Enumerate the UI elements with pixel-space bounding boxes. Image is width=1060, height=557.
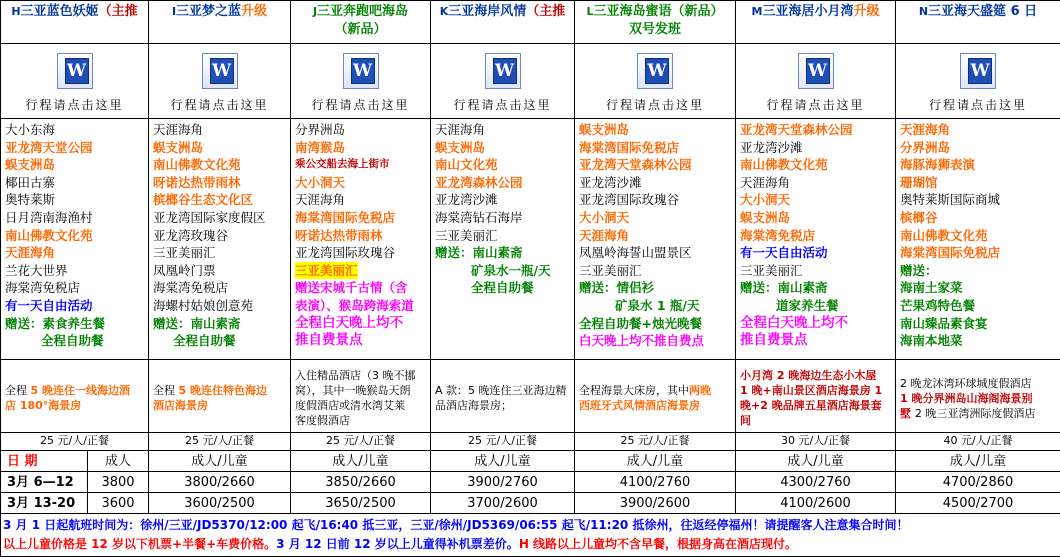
hotel-line (5, 398, 145, 413)
sight-item: 三亚美丽汇 (740, 262, 892, 280)
hotel-line (295, 413, 427, 428)
hotel-info-m (736, 360, 896, 433)
sight-item: 赠送：南山素斋 (435, 244, 571, 262)
hotel-run: 窝），其中一晚猴岛天朗 (295, 384, 411, 397)
sight-item: 芒果鸡特色餐 (900, 297, 1057, 315)
sight-item: 矿泉水 1 瓶/天 (579, 297, 732, 315)
sight-item: 海棠湾免税店 (5, 279, 145, 297)
hotel-line (5, 383, 145, 398)
hotel-line (295, 383, 427, 398)
sight-item: 凤凰岭海誓山盟景区 (579, 244, 732, 262)
hotel-line (295, 398, 427, 413)
itinerary-link-label[interactable]: 行程请点击这里 (1, 96, 148, 113)
header-run: 三亚海岛蜜语（新品） (594, 4, 724, 19)
price-cell: 4700/2860 (896, 472, 1060, 493)
sight-item: 赠送：素食养生餐 (5, 315, 145, 333)
sight-item: 亚龙湾天堂森林公园 (579, 156, 732, 174)
date-range: 3月 6—12 (1, 472, 88, 493)
header-run: （主推 (526, 4, 565, 19)
child-price-notice (3, 535, 1059, 554)
meal-fee: 40 元/人/正餐 (896, 433, 1060, 451)
sight-item: 海棠湾免税店 (740, 227, 892, 245)
sight-item: 有一天自由活动 (5, 297, 145, 315)
price-col-header: 成人/儿童 (896, 451, 1060, 472)
sight-item: 亚龙湾天堂森林公园 (740, 121, 892, 139)
header-run: H (11, 5, 20, 18)
route-header-text (149, 3, 290, 21)
header-run: M (752, 5, 763, 18)
sight-item: 呀诺达热带雨林 (153, 174, 287, 192)
sights-list-n (896, 119, 1060, 360)
sights-list-m (736, 119, 896, 360)
hotel-run: 2 晚龙沐湾环球城度假酒店 (900, 377, 1032, 390)
sight-item: 赠送：南山素斋 (153, 315, 287, 333)
h-route-child-rule: H 线路以上儿童均不含早餐，根据身高在酒店现付。 (519, 537, 797, 551)
sight-item: 天涯海角 (435, 121, 571, 139)
hotel-line (153, 383, 287, 398)
sight-item: 凤凰岭门票 (153, 262, 287, 280)
sight-item: 赠送： (900, 262, 1057, 280)
sight-item: 天涯海角 (295, 191, 427, 209)
meal-fee: 25 元/人/正餐 (149, 433, 291, 451)
hotel-run: 客度假酒店 (295, 414, 350, 427)
sight-item: 奥特莱斯国际商城 (900, 191, 1057, 209)
sight-item: 海棠湾国际免税店 (900, 244, 1057, 262)
sight-item: 大小洞天 (740, 191, 892, 209)
hotel-line (740, 398, 892, 413)
route-header-l (575, 1, 736, 44)
sight-item: 海南土家菜 (900, 279, 1057, 297)
hotel-line (435, 383, 571, 398)
meal-fee: 25 元/人/正餐 (291, 433, 431, 451)
price-col-header: 成人/儿童 (149, 451, 291, 472)
route-header-row (1, 1, 1060, 44)
child-price-rule: 以上儿童价格是 12 岁以下机票+半餐+车费价格。 (3, 537, 276, 551)
sight-item: 槟榔谷生态文化区 (153, 191, 287, 209)
sight-item: 蜈支洲岛 (153, 139, 287, 157)
sight-item: 南山佛教文化苑 (5, 227, 145, 245)
word-doc-icon[interactable]: W (202, 53, 238, 89)
sight-item: 全程自助餐 (153, 332, 287, 350)
route-header-k (431, 1, 575, 44)
sight-item: 全程白天晚上均不 (295, 315, 427, 333)
sight-item: 全程自助餐 (5, 332, 145, 350)
route-header-subtext (575, 21, 735, 39)
sight-item: 推自费景点 (295, 332, 427, 350)
price-cell: 3850/2660 (291, 472, 431, 493)
price-col-header: 成人/儿童 (431, 451, 575, 472)
price-row (1, 472, 1060, 493)
hotel-run: 品酒店海景房； (435, 399, 512, 412)
hotel-run: 2 晚海边生态小木屋 (777, 369, 876, 382)
sight-item: 海棠湾钻石海岸 (435, 209, 571, 227)
route-header-text (736, 3, 895, 21)
sight-item: 蜈支洲岛 (579, 121, 732, 139)
hotel-run: 全程 (5, 384, 31, 397)
sight-item: 蜈支洲岛 (5, 156, 145, 174)
sight-item: 天涯海角 (153, 121, 287, 139)
hotel-run: 墅 (900, 407, 915, 420)
itinerary-link-k[interactable] (431, 44, 575, 119)
hotel-run: 精品酒店（3 晚不挪 (317, 369, 416, 382)
itinerary-link-h[interactable] (1, 44, 149, 119)
header-run: 三亚海岸风情 (448, 4, 526, 19)
hotel-run: 晚连住特色海边 (186, 384, 267, 397)
hotel-info-i (149, 360, 291, 433)
sight-item: 三亚美丽汇 (579, 262, 732, 280)
word-doc-icon[interactable]: W (798, 53, 834, 89)
hotel-line (740, 383, 892, 398)
date-header: 日 期 (1, 451, 88, 472)
header-run: 升级 (853, 4, 879, 19)
itinerary-link-label[interactable]: 行程请点击这里 (896, 96, 1060, 113)
flight-notes (1, 514, 1060, 557)
header-run: 三亚奔跑吧海岛 (317, 4, 408, 19)
sight-item: 亚龙湾沙滩 (435, 191, 571, 209)
sight-item: 亚龙湾沙滩 (740, 139, 892, 157)
price-cell: 3800/2660 (149, 472, 291, 493)
meal-fee: 25 元/人/正餐 (431, 433, 575, 451)
header-run: 三亚蓝色妖姬 (21, 4, 99, 19)
hotel-line (579, 398, 732, 413)
sight-item: 槟榔谷 (900, 209, 1057, 227)
sight-item: 海棠湾免税店 (153, 279, 287, 297)
route-header-subtext (291, 21, 430, 39)
sight-item: 分界洲岛 (900, 139, 1057, 157)
hotel-row (1, 360, 1060, 433)
sight-item: 南湾猴岛 (295, 139, 427, 157)
hotel-info-n (896, 360, 1060, 433)
hotel-info-l (575, 360, 736, 433)
price-table (0, 450, 1060, 557)
hotel-line (900, 376, 1057, 391)
header-run: 双号发班 (629, 22, 681, 37)
price-cell: 3800 (88, 472, 149, 493)
sight-item: 蜈支洲岛 (740, 209, 892, 227)
route-header-h (1, 1, 149, 44)
word-doc-icon[interactable]: W (485, 53, 521, 89)
hotel-run: 1 晚分界洲岛山海阁海景别 (900, 392, 1032, 405)
itinerary-link-label[interactable]: 行程请点击这里 (736, 96, 895, 113)
date-range: 3月 13-20 (1, 493, 88, 514)
route-header-text (431, 3, 574, 21)
sight-item: 海南本地菜 (900, 332, 1057, 350)
header-run: 三亚梦之蓝 (176, 4, 241, 19)
hotel-info-j (291, 360, 431, 433)
sight-item: 南山文化苑 (435, 156, 571, 174)
price-col-header: 成人 (88, 451, 149, 472)
sight-item: 大小洞天 (295, 174, 427, 192)
itinerary-link-label[interactable]: 行程请点击这里 (431, 96, 574, 113)
itinerary-link-label[interactable]: 行程请点击这里 (575, 96, 735, 113)
sight-item: 椰田古寨 (5, 174, 145, 192)
hotel-run: A 款：5 晚连住三亚海边精 (435, 384, 567, 397)
hotel-info-k (431, 360, 575, 433)
sight-item: 赠送：情侣衫 (579, 279, 732, 297)
header-run: 升级 (241, 4, 267, 19)
route-header-text (896, 3, 1060, 21)
child-ticket-rule: 3 月 12 日前 12 岁以上儿童得补机票差价。 (276, 537, 519, 551)
sight-item: 全程自助餐 (435, 279, 571, 297)
meal-fee: 30 元/人/正餐 (736, 433, 896, 451)
price-col-header: 成人/儿童 (575, 451, 736, 472)
hotel-run: 5 (31, 384, 39, 397)
sight-item: 矿泉水一瓶/天 (435, 262, 571, 280)
sight-item: 有一天自由活动 (740, 244, 892, 262)
sight-item: 南山佛教文化苑 (900, 227, 1057, 245)
route-header-text (575, 3, 735, 21)
sights-list-l (575, 119, 736, 360)
header-run: 三亚海天盛筵 6 日 (928, 4, 1037, 19)
sight-item: 天涯海角 (900, 121, 1057, 139)
header-run: K (440, 5, 449, 18)
route-header-j (291, 1, 431, 44)
price-cell: 4500/2700 (896, 493, 1060, 514)
sight-item: 海棠湾国际免税店 (579, 139, 732, 157)
hotel-run: 晚连住一线海边酒 (38, 384, 130, 397)
word-doc-icon[interactable]: W (57, 53, 93, 89)
sight-item: 赠送宋城千古情（含 (295, 279, 427, 297)
header-run: L (586, 5, 593, 18)
sight-item: 海螺村姑娘创意苑 (153, 297, 287, 315)
hotel-run: 入住 (295, 369, 317, 382)
sight-item: 乘公交船去海上街市 (295, 156, 427, 174)
header-run: N (919, 5, 928, 18)
price-cell: 4300/2760 (736, 472, 896, 493)
hotel-line (900, 391, 1057, 406)
itinerary-link-n[interactable] (896, 44, 1060, 119)
hotel-line (740, 368, 892, 383)
itinerary-link-l[interactable] (575, 44, 736, 119)
sight-item: 亚龙湾玫瑰谷 (153, 227, 287, 245)
price-cell: 3700/2600 (431, 493, 575, 514)
sight-item: 天涯海角 (579, 227, 732, 245)
sight-item: 亚龙湾国际玫瑰谷 (295, 244, 427, 262)
sights-list-i (149, 119, 291, 360)
itinerary-link-j[interactable] (291, 44, 431, 119)
sight-item: 海棠湾国际免税店 (295, 209, 427, 227)
sight-item: 三亚美丽汇 (435, 227, 571, 245)
price-cell: 4100/2760 (575, 472, 736, 493)
word-doc-icon[interactable]: W (343, 53, 379, 89)
sight-item: 南山佛教文化苑 (740, 156, 892, 174)
sights-list-j (291, 119, 431, 360)
hotel-run: 店 180°海景房 (5, 399, 81, 412)
word-doc-icon[interactable]: W (960, 53, 996, 89)
price-header-row (1, 451, 1060, 472)
sight-item: 天涯海角 (5, 244, 145, 262)
sight-item: 白天晚上均不推自费点 (579, 332, 732, 350)
sight-item: 亚龙湾天堂公园 (5, 139, 145, 157)
route-header-text (291, 3, 430, 21)
sight-item: 表演）、猴岛跨海索道 (295, 297, 427, 315)
price-col-header: 成人/儿童 (736, 451, 896, 472)
sight-item: 蜈支洲岛 (435, 139, 571, 157)
sight-item: 南山佛教文化苑 (153, 156, 287, 174)
price-cell: 4100/2600 (736, 493, 896, 514)
hotel-run: 全程 (153, 384, 179, 397)
sight-item: 南山臻品素食宴 (900, 315, 1057, 333)
sight-item: 海豚海狮表演 (900, 156, 1057, 174)
route-header-text (1, 3, 148, 21)
hotel-line (579, 383, 732, 398)
hotel-line (900, 406, 1057, 421)
header-run: （新品） (334, 22, 386, 37)
itinerary-link-label[interactable]: 行程请点击这里 (149, 96, 290, 113)
sight-item: 道家养生餐 (740, 297, 892, 315)
hotel-run: 两晚 (689, 384, 711, 397)
sight-item: 全程自助餐+烛光晚餐 (579, 315, 732, 333)
sights-list-k (431, 119, 575, 360)
price-cell: 3600/2500 (149, 493, 291, 514)
word-doc-icon[interactable]: W (637, 53, 673, 89)
header-run: （主推 (99, 4, 138, 19)
sights-row (1, 119, 1060, 360)
meal-fee-row (1, 433, 1060, 451)
route-header-i (149, 1, 291, 44)
hotel-run: 5 (179, 384, 187, 397)
sight-item: 亚龙湾国际家度假区 (153, 209, 287, 227)
meal-fee: 25 元/人/正餐 (1, 433, 149, 451)
hotel-run: 全程海景大床房，其中 (579, 384, 689, 397)
hotel-run: 1 晚+南山景区酒店海景房 1 (740, 384, 882, 397)
hotel-run: 间 (740, 414, 751, 427)
route-header-n (896, 1, 1060, 44)
price-col-header: 成人/儿童 (291, 451, 431, 472)
sight-item: 呀诺达热带雨林 (295, 227, 427, 245)
hotel-info-h (1, 360, 149, 433)
price-cell: 3900/2600 (575, 493, 736, 514)
itinerary-link-i[interactable] (149, 44, 291, 119)
route-header-m (736, 1, 896, 44)
header-run: J (313, 5, 317, 18)
sights-list-h (1, 119, 149, 360)
itinerary-link-label[interactable]: 行程请点击这里 (291, 96, 430, 113)
hotel-run: 西班牙式风情酒店海景房 (579, 399, 700, 412)
meal-fee: 25 元/人/正餐 (575, 433, 736, 451)
sight-item: 天涯海角 (740, 174, 892, 192)
sight-item: 三亚美丽汇 (295, 262, 358, 280)
sight-item: 大小洞天 (579, 209, 732, 227)
sight-item: 亚龙湾沙滩 (579, 174, 732, 192)
sight-item: 三亚美丽汇 (153, 244, 287, 262)
sight-item: 大小东海 (5, 121, 145, 139)
notes-row (1, 514, 1060, 557)
hotel-line (740, 413, 892, 428)
hotel-line (435, 398, 571, 413)
hotel-run: 酒店海景房 (153, 399, 208, 412)
hotel-run: 2 晚三亚湾洲际度假酒店 (915, 407, 1036, 420)
hotel-line (295, 368, 427, 383)
sight-item: 推自费景点 (740, 332, 892, 350)
sight-item: 亚龙湾森林公园 (435, 174, 571, 192)
header-run: I (172, 5, 176, 18)
sight-item: 赠送：南山素斋 (740, 279, 892, 297)
sight-item: 分界洲岛 (295, 121, 427, 139)
price-cell: 3900/2760 (431, 472, 575, 493)
itinerary-link-row (1, 44, 1060, 119)
sight-item: 珊瑚馆 (900, 174, 1057, 192)
price-cell: 3650/2500 (291, 493, 431, 514)
hotel-run: 小月湾 (740, 369, 777, 382)
flight-notice: 3 月 1 日起航班时间为：徐州/三亚/JD5370/12:00 起飞/16:40 抵三亚，三亚/徐州/JD5369/06:55 起飞/11:20 抵徐州，往返经停福州！请提醒客人注意集合时间！ (3, 516, 1059, 535)
price-cell: 3600 (88, 493, 149, 514)
sight-item: 日月湾南海渔村 (5, 209, 145, 227)
sight-item: 全程白天晚上均不 (740, 315, 892, 333)
header-run: 三亚海居小月湾 (762, 4, 853, 19)
sight-item: 兰花大世界 (5, 262, 145, 280)
sight-item: 奥特莱斯 (5, 191, 145, 209)
hotel-line (153, 398, 287, 413)
hotel-run: 晚+2 晚品牌五星酒店海景套 (740, 399, 882, 412)
itinerary-link-m[interactable] (736, 44, 896, 119)
hotel-run: 度假酒店或清水湾艾莱 (295, 399, 405, 412)
price-row (1, 493, 1060, 514)
sight-item: 亚龙湾国际玫瑰谷 (579, 191, 732, 209)
